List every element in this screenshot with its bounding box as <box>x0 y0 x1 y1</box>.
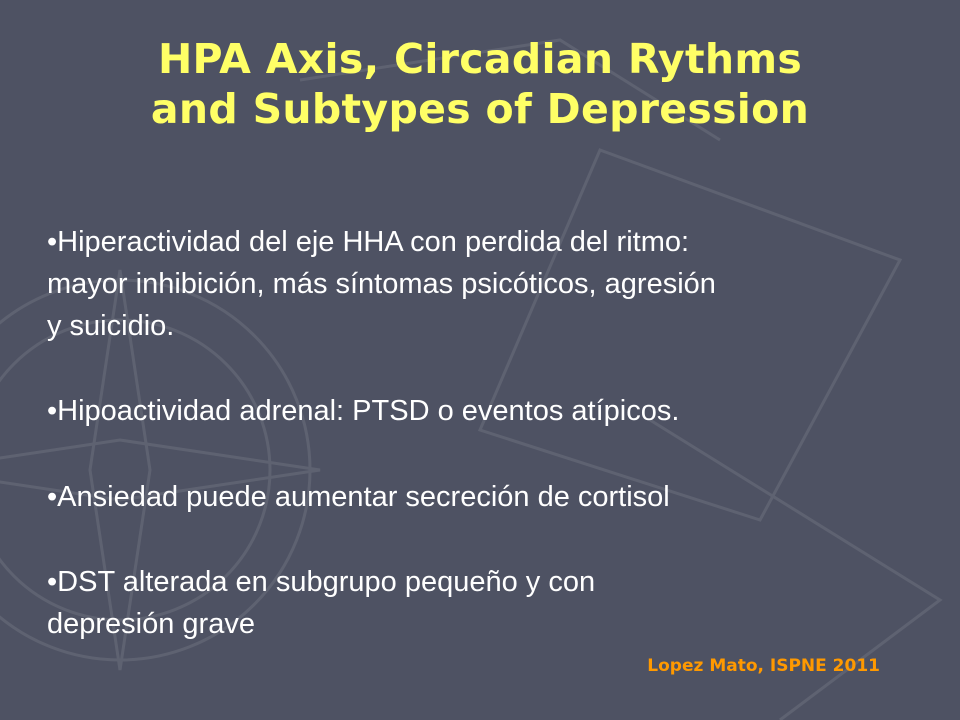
bullet-line: Ansiedad puede aumentar secreción de cortisol <box>57 481 670 513</box>
bullet-marker: • <box>47 566 58 598</box>
bullet-marker: • <box>47 481 58 513</box>
title-line-1: HPA Axis, Circadian Rythms <box>157 35 803 83</box>
slide-title <box>40 34 920 134</box>
bullet-item-anxiety <box>47 476 927 518</box>
bullet-line: Hipoactividad adrenal: PTSD o eventos atípicos. <box>57 395 680 427</box>
bullet-line: y suicidio. <box>47 310 175 342</box>
bullet-marker: • <box>47 395 58 427</box>
bullet-line: depresión grave <box>47 608 255 640</box>
bullet-list <box>47 221 927 645</box>
bullet-line: DST alterada en subgrupo pequeño y con <box>57 566 596 598</box>
bullet-marker: • <box>47 226 58 258</box>
bullet-line: mayor inhibición, más síntomas psicóticos, agresión <box>47 268 716 300</box>
citation: Lopez Mato, ISPNE 2011 <box>647 656 880 676</box>
bullet-item-hyperactivity <box>47 221 927 347</box>
bullet-item-hypoactivity <box>47 390 927 432</box>
bullet-line: Hiperactividad del eje HHA con perdida del ritmo: <box>57 226 690 258</box>
title-line-2: and Subtypes of Depression <box>150 85 810 133</box>
bullet-item-dst <box>47 561 927 645</box>
